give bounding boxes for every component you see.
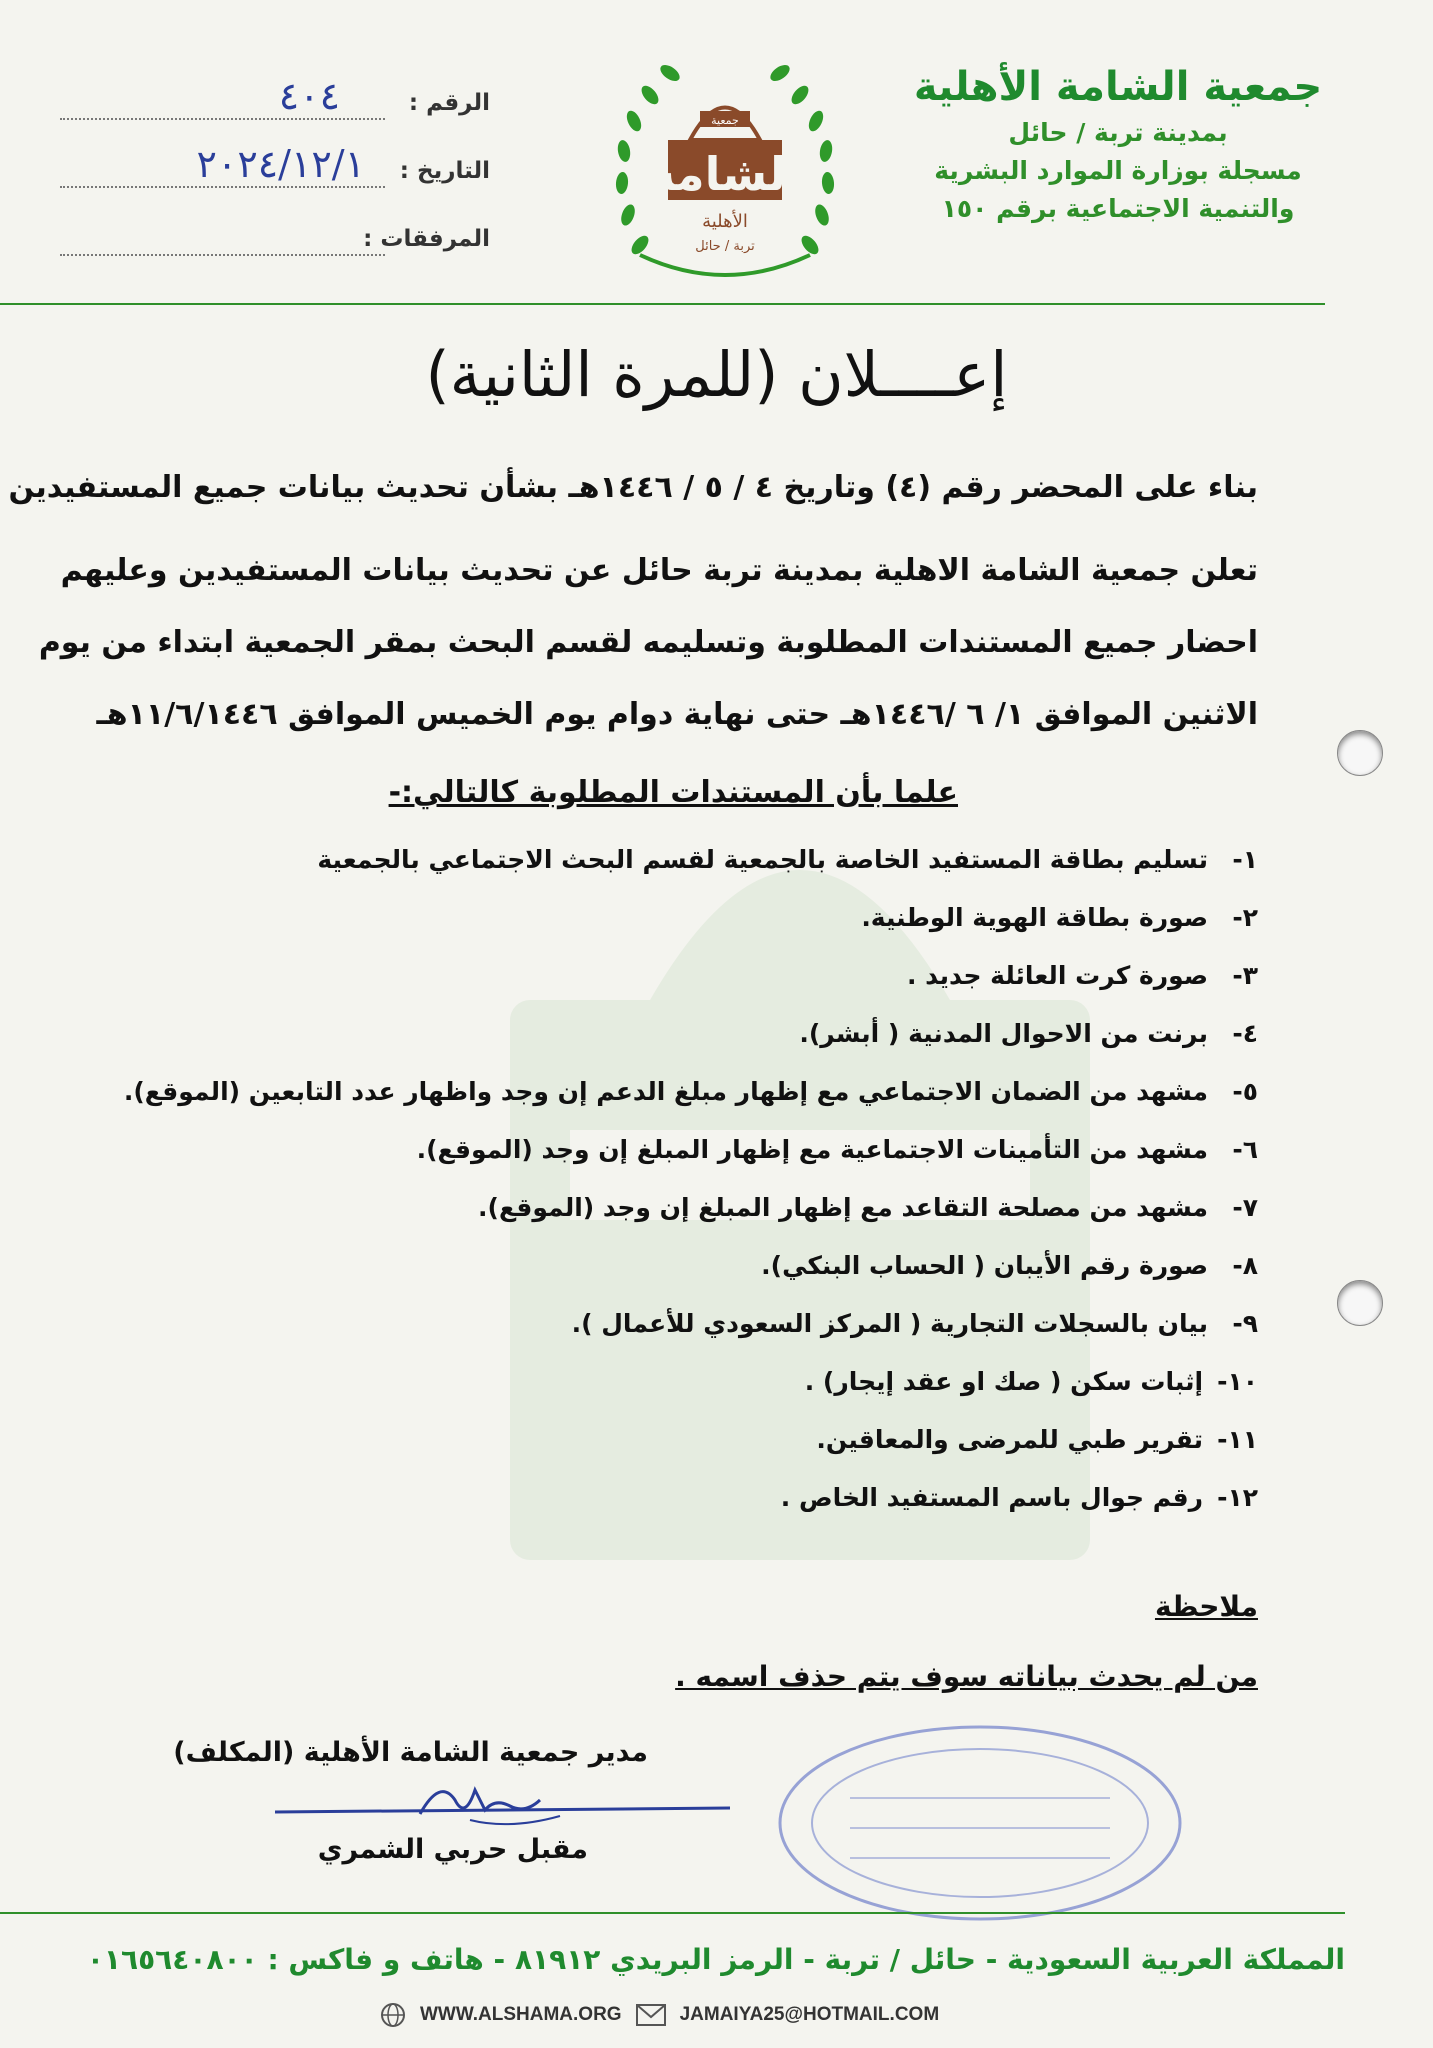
required-documents-list (123, 845, 1258, 1541)
contact-info (380, 2002, 939, 2028)
punch-hole (1337, 1280, 1383, 1326)
documents-heading: علما بأن المستندات المطلوبة كالتالي:- (388, 775, 958, 810)
list-item-text: برنت من الاحوال المدنية ( أبشر). (799, 1019, 1208, 1048)
list-item (158, 1309, 1258, 1367)
list-item (123, 1077, 1258, 1135)
punch-hole (1337, 730, 1383, 776)
signer-name: مقبل حربي الشمري (317, 1834, 588, 1865)
note-heading: ملاحظة (1154, 1590, 1258, 1623)
intro-line: بناء على المحضر رقم (٤) وتاريخ ٤ / ٥ / ١٤٤٦هـ بشأن تحديث بيانات جميع المستفيدين (8, 470, 1258, 505)
note-text: من لم يحدث بياناته سوف يتم حذف اسمه . (675, 1660, 1258, 1693)
logo-line1: الأهلية (702, 211, 748, 232)
list-item-text: صورة بطاقة الهوية الوطنية. (861, 903, 1208, 932)
list-item-text: تقرير طبي للمرضى والمعاقين. (816, 1425, 1204, 1454)
list-item-number: ٩- (1232, 1309, 1258, 1338)
list-item-number: ٤- (1232, 1019, 1258, 1048)
footer-divider (0, 1912, 1345, 1914)
logo-badge-text: جمعية (711, 114, 739, 127)
reference-block (60, 74, 490, 284)
body-line-2: احضار جميع المستندات المطلوبة وتسليمه لقسم البحث بمقر الجمعية ابتداء من يوم (38, 625, 1258, 660)
website-link[interactable]: WWW.ALSHAMA.ORG (420, 2004, 622, 2025)
list-item (158, 1193, 1258, 1251)
list-item-text: مشهد من التأمينات الاجتماعية مع إظهار المبلغ إن وجد (الموقع). (416, 1135, 1208, 1164)
body-line-1: تعلن جمعية الشامة الاهلية بمدينة تربة حائل عن تحديث بيانات المستفيدين وعليهم (60, 553, 1258, 588)
list-item (158, 1251, 1258, 1309)
organization-name: جمعية الشامة الأهلية (913, 64, 1323, 110)
list-item-text: تسليم بطاقة المستفيد الخاصة بالجمعية لقسم البحث الاجتماعي بالجمعية (317, 845, 1208, 874)
attachments-label: المرفقات : (363, 226, 490, 252)
reference-number-label: الرقم : (408, 90, 490, 116)
list-item-number: ٨- (1232, 1251, 1258, 1280)
organization-header (908, 60, 1328, 228)
list-item-text: صورة كرت العائلة جديد . (906, 961, 1208, 990)
list-item-text: مشهد من مصلحة التقاعد مع إظهار المبلغ إن وجد (الموقع). (478, 1193, 1208, 1222)
list-item-number: ٧- (1232, 1193, 1258, 1222)
reference-number-row (60, 74, 490, 148)
list-item (158, 1425, 1258, 1483)
official-stamp (770, 1718, 1190, 1928)
list-item (158, 845, 1258, 903)
list-item-number: ٣- (1232, 961, 1258, 990)
organization-registration-number: والتنمية الاجتماعية برقم ١٥٠ (941, 194, 1295, 223)
list-item-number: ٢- (1232, 903, 1258, 932)
logo-line2: تربة / حائل (695, 239, 755, 254)
list-item-number: ٥- (1232, 1077, 1258, 1106)
dotted-line (60, 254, 385, 256)
handwritten-signature (270, 1770, 740, 1840)
mail-icon (636, 2004, 666, 2026)
list-item (158, 1019, 1258, 1077)
logo-wordmark: الشامة (648, 147, 802, 201)
date-value: ٢٠٢٤/١٢/١ (196, 142, 365, 186)
list-item-text: رقم جوال باسم المستفيد الخاص . (780, 1483, 1204, 1512)
dotted-line (60, 118, 385, 120)
list-item-number: ١٢- (1217, 1483, 1258, 1512)
organization-registration: مسجلة بوزارة الموارد البشرية (934, 156, 1302, 185)
list-item-text: إثبات سكن ( صك او عقد إيجار) . (804, 1367, 1204, 1396)
date-row (60, 142, 490, 216)
list-item-text: مشهد من الضمان الاجتماعي مع إظهار مبلغ الدعم إن وجد واظهار عدد التابعين (الموقع). (123, 1077, 1208, 1106)
list-item (158, 1483, 1258, 1541)
organization-logo (610, 45, 840, 295)
list-item (158, 903, 1258, 961)
date-label: التاريخ : (399, 158, 490, 184)
list-item (158, 1135, 1258, 1193)
list-item-number: ٦- (1232, 1135, 1258, 1164)
list-item-text: بيان بالسجلات التجارية ( المركز السعودي للأعمال ). (571, 1309, 1208, 1338)
globe-icon (380, 2002, 406, 2028)
list-item-number: ١- (1232, 845, 1258, 874)
announcement-title: إعــــلان (للمرة الثانية) (425, 338, 1008, 411)
header-divider (0, 303, 1325, 305)
organization-city: بمدينة تربة / حائل (1008, 118, 1228, 147)
footer-address: المملكة العربية السعودية - حائل / تربة - الرمز البريدي ٨١٩١٢ - هاتف و فاكس : ٠١٦٥٦٤٠٨٠٠ (86, 1943, 1345, 1976)
list-item (158, 961, 1258, 1019)
email-link[interactable]: JAMAIYA25@HOTMAIL.COM (679, 2004, 940, 2025)
list-item (158, 1367, 1258, 1425)
reference-number-value: ٤٠٤ (278, 74, 340, 118)
dotted-line (60, 186, 385, 188)
list-item-text: صورة رقم الأيبان ( الحساب البنكي). (761, 1251, 1208, 1280)
list-item-number: ١٠- (1217, 1367, 1258, 1396)
list-item-number: ١١- (1217, 1425, 1258, 1454)
body-line-3: الاثنين الموافق ١/ ٦ /١٤٤٦هـ حتى نهاية دوام يوم الخميس الموافق ١١/٦/١٤٤٦هـ (96, 697, 1258, 732)
attachments-row (60, 216, 490, 284)
signer-title: مدير جمعية الشامة الأهلية (المكلف) (173, 1737, 648, 1768)
